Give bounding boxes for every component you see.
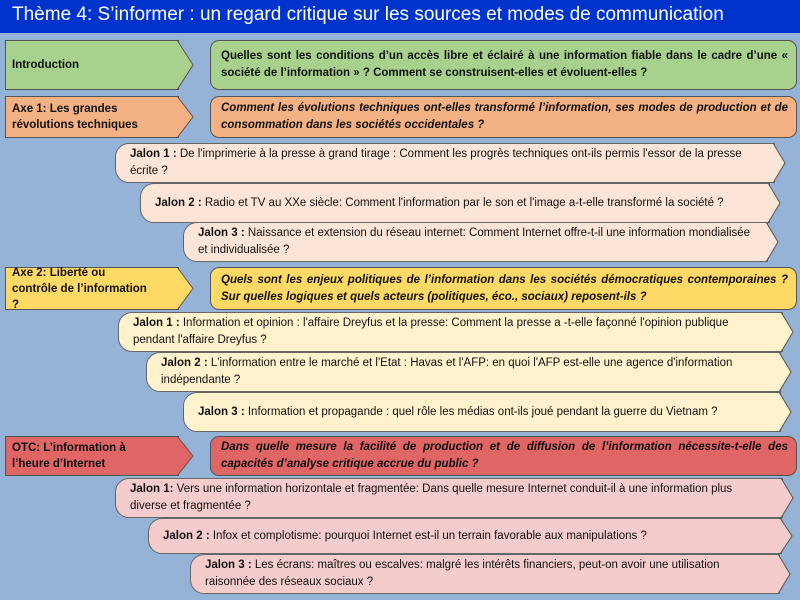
arrow-tip-shape: [780, 518, 794, 554]
jalon-label: Jalon 1 :: [130, 148, 177, 160]
section-label-text: OTC: L’information à l’heure d’Internet: [12, 442, 126, 470]
arrow-tip-shape: [781, 312, 795, 352]
section-label-axe1: [5, 96, 179, 138]
arrow-tip-shape: [177, 40, 195, 90]
jalon-question: L'information entre le marché et l'Etat : Havas et l'AFP: en quoi l'AFP est-elle une agence d'information indépendante ?: [161, 357, 733, 386]
jalon-text: [133, 315, 768, 349]
jalon-label: Jalon 3 :: [205, 559, 252, 571]
jalon-label: Jalon 2 :: [161, 357, 208, 369]
jalon-axe1-2: [140, 183, 770, 223]
arrow-tip-shape: [779, 352, 793, 392]
jalon-question: Information et propagande : quel rôle les médias ont-ils joué pendant la guerre du Vietnam ?: [244, 405, 718, 418]
jalon-axe2-3: [183, 392, 781, 432]
jalon-label: Jalon 3 :: [198, 227, 245, 239]
arrow-tip-shape: [177, 96, 195, 138]
jalon-label: Jalon 1:: [130, 483, 174, 495]
jalon-axe1-1: [115, 143, 775, 183]
arrow-tip-shape: [773, 143, 787, 183]
question-text: Dans quelle mesure la facilité de production et de diffusion de l’information nécessite-t-elle des capacités d’analyse critique accrue du public ?: [221, 441, 788, 470]
section-label-text: Axe 2: Liberté ou contrôle de l’information ?: [12, 266, 147, 311]
jalon-label: Jalon 3 :: [198, 405, 245, 418]
arrow-tip-shape: [768, 183, 782, 223]
question-text: Quels sont les enjeux politiques de l’information dans les sociétés démocratiques contemporaines ? Sur quelles logiques et quels acteurs (politiques, éco., sociaux) reposent-ils ?: [221, 273, 788, 303]
arrow-tip-shape: [778, 554, 792, 594]
section-question-otc: [210, 436, 797, 476]
jalon-text: [161, 355, 766, 389]
arrow-tip-shape: [177, 436, 195, 476]
jalon-otc-2: [148, 518, 782, 554]
section-label-text: Introduction: [12, 59, 80, 71]
jalon-question: De l'imprimerie à la presse à grand tirage : Comment les progrès techniques ont-ils permis l'essor de la presse écrite ?: [130, 148, 742, 177]
jalon-axe2-1: [118, 312, 783, 352]
section-question-introduction: [210, 40, 797, 90]
jalon-question: Les écrans: maîtres ou escalves: malgré les intérêts financiers, peut-on avoir une utilisation raisonnée des réseaux sociaux ?: [205, 559, 720, 588]
jalon-text: [198, 404, 718, 421]
arrow-tip-shape: [766, 222, 780, 262]
question-text: Quelles sont les conditions d’un accès libre et éclairé à une information fiable dans le cadre d’une « société de l’information » ? Comment se construisent-elles et évoluent-elles ?: [221, 50, 788, 79]
jalon-otc-1: [115, 478, 783, 518]
section-label-axe2: [5, 267, 179, 310]
jalon-label: Jalon 1 :: [133, 317, 180, 329]
arrow-tip-shape: [781, 478, 795, 518]
jalon-text: [198, 225, 753, 259]
jalon-text: [155, 195, 724, 212]
jalon-question: Radio et TV au XXe siècle: Comment l'information par le son et l'image a-t-elle transformé la société ?: [201, 196, 724, 209]
section-question-axe2: [210, 267, 797, 310]
jalon-question: Vers une information horizontale et fragmentée: Dans quelle mesure Internet conduit-il à une information plus diverse et fragmentée ?: [130, 483, 733, 512]
section-label-otc: [5, 436, 179, 476]
jalon-text: [130, 146, 760, 180]
section-label-introduction: [5, 40, 179, 90]
arrow-tip-shape: [779, 392, 793, 432]
arrow-tip-shape: [177, 267, 195, 310]
jalon-question: Information et opinion : l'affaire Dreyfus et la presse: Comment la presse a -t-elle façonné l'opinion publique pendant l'affaire Dreyfus ?: [133, 317, 729, 346]
jalon-axe1-3: [183, 222, 768, 262]
page-title: Thème 4: S’informer : un regard critique sur les sources et modes de communication: [0, 0, 800, 33]
jalon-otc-3: [190, 554, 780, 594]
jalon-label: Jalon 2 :: [163, 529, 210, 542]
jalon-axe2-2: [146, 352, 781, 392]
section-question-axe1: [210, 96, 797, 138]
section-label-text: Axe 1: Les grandes révolutions techniques: [12, 103, 138, 131]
jalon-question: Infox et complotisme: pourquoi Internet est-il un terrain favorable aux manipulations ?: [209, 529, 647, 542]
jalon-text: [130, 481, 768, 515]
jalon-text: [205, 557, 765, 591]
question-text: Comment les évolutions techniques ont-elles transformé l’information, ses modes de production et de consommation dans les sociétés occidentales ?: [221, 102, 788, 131]
jalon-question: Naissance et extension du réseau internet: Comment Internet offre-t-il une information mondialisée et individualisée ?: [198, 227, 751, 256]
jalon-text: [163, 528, 647, 545]
jalon-label: Jalon 2 :: [155, 196, 202, 209]
